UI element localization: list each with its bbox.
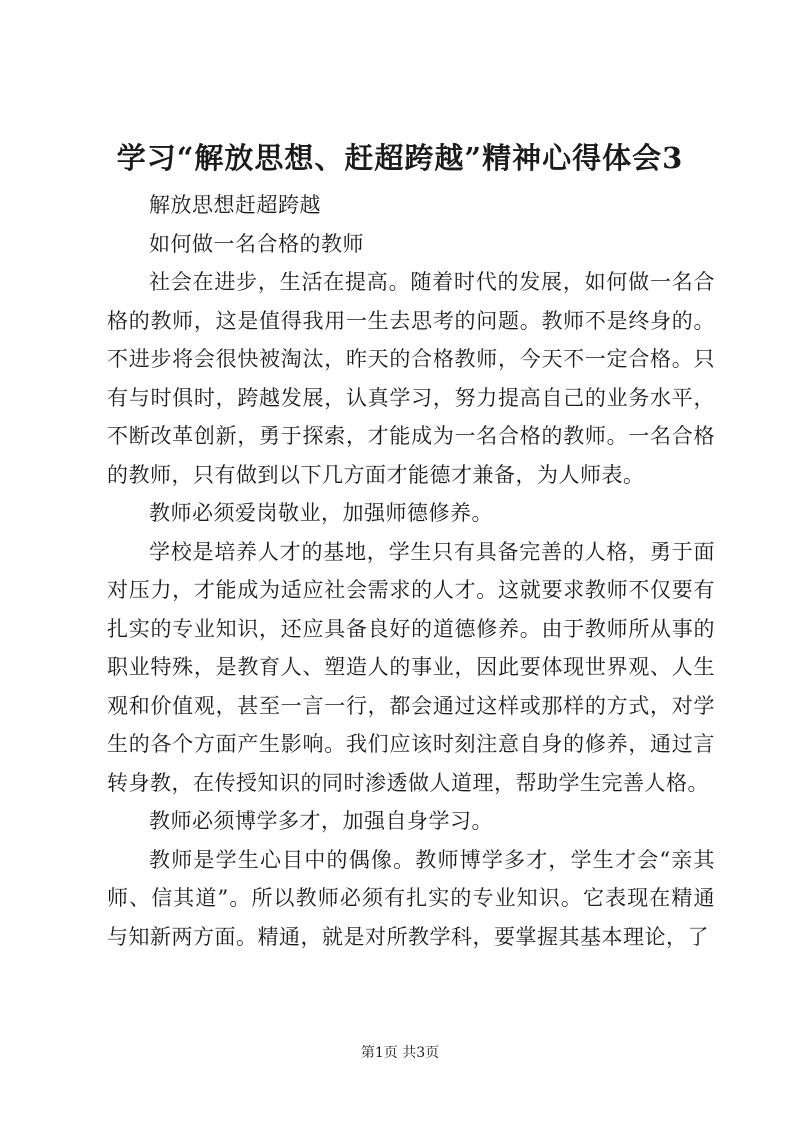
section-heading: 教师必须爱岗敬业，加强师德修养。 (149, 501, 493, 525)
body-paragraph: 社会在进步，生活在提高。随着时代的发展，如何做一名合格的教师，这是值得我用一生去思考的问题。教师不是终身的。不进步将会很快被淘汰，昨天的合格教师，今天不一定合格。只有与时俱时，跨越发展，认真学习，努力提高自己的业务水平，不断改革创新，勇于探索，才能成为一名合格的教师。一名合格的教师，只有做到以下几方面才能德才兼备，为人师表。 (107, 270, 715, 487)
body-paragraph: 教师是学生心目中的偶像。教师博学多才，学生才会“亲其师、信其道”。所以教师必须有扎实的专业知识。它表现在精通与知新两方面。精通，就是对所教学科，要掌握其基本理论，了 (107, 847, 715, 949)
body-paragraph: 学校是培养人才的基地，学生只有具备完善的人格，勇于面对压力，才能成为适应社会需求的人才。这就要求教师不仅要有扎实的专业知识，还应具备良好的道德修养。由于教师所从事的职业特殊，是教育人、塑造人的事业，因此要体现世界观、人生观和价值观，甚至一言一行，都会通过这样或那样的方式，对学生的各个方面产生影响。我们应该时刻注意自身的修养，通过言转身教，在传授知识的同时渗透做人道理，帮助学生完善人格。 (107, 539, 715, 795)
section-heading: 教师必须博学多才，加强自身学习。 (149, 809, 493, 833)
page-number-footer: 第1页 共3页 (360, 1045, 440, 1061)
subtitle-line: 解放思想赶超跨越 (149, 193, 321, 217)
document-title: 学习“解放思想、赶超跨越”精神心得体会3 (116, 141, 684, 175)
document-body (107, 186, 715, 956)
subtitle-line: 如何做一名合格的教师 (149, 231, 364, 256)
